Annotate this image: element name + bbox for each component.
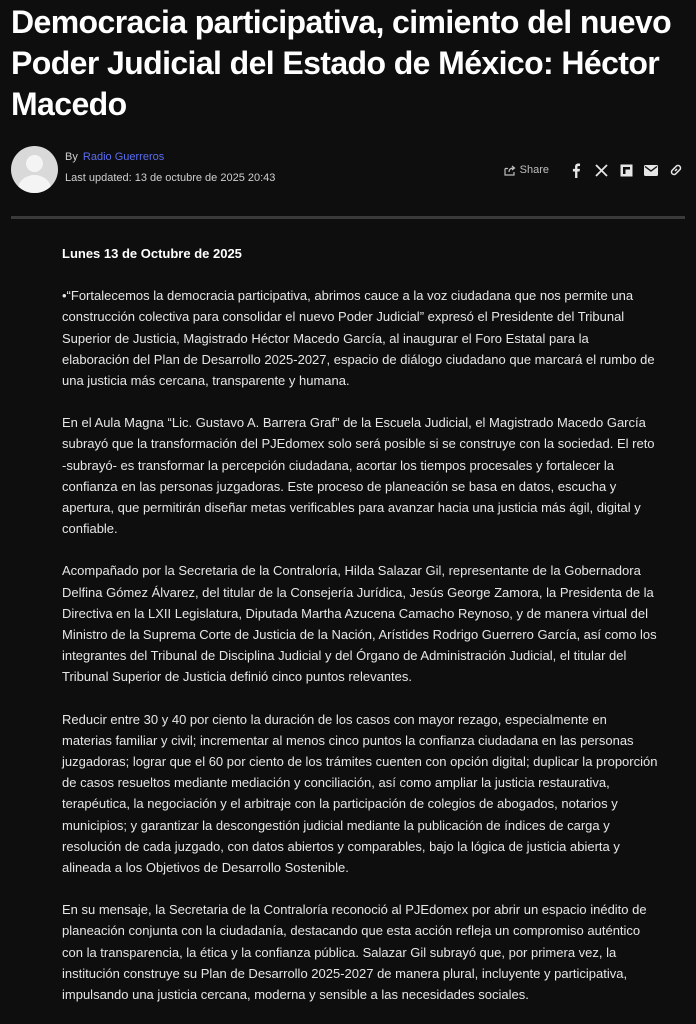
email-icon[interactable] bbox=[643, 162, 659, 178]
date-line: Lunes 13 de Octubre de 2025 bbox=[62, 246, 242, 261]
share-icon bbox=[504, 165, 516, 176]
share-button[interactable] bbox=[504, 164, 549, 176]
paragraph: En el Aula Magna “Lic. Gustavo A. Barrera Graf” de la Escuela Judicial, el Magistrado Macedo García subrayó que la transformación del PJEdomex solo será posible si se construye con la sociedad. El reto -subrayó- es transformar la percepción ciudadana, acortar los tiempos procesales y fortalecer la confianza en las personas juzgadoras. Este proceso de planeación se basa en datos, escucha y apertura, que permitirán diseñar metas verificables para avanzar hacia una justicia más ágil, digital y confiable. bbox=[62, 415, 655, 537]
share-bar bbox=[504, 161, 684, 179]
paragraph: Reducir entre 30 y 40 por ciento la duración de los casos con mayor rezago, especialmente en materias familiar y civil; incrementar al menos cinco puntos la confianza ciudadana en las personas juzgadoras; lograr que el 60 por ciento de los trámites cuenten con opción digital; duplicar la proporción de casos resueltos mediante mediación y conciliación, así como ampliar la justicia restaurativa, terapéutica, la negociación y el arbitraje con la participación de colegios de abogados, notarios y municipios; y garantizar la descongestión judicial mediante la publicación de índices de carga y resolución de cada juzgado, con datos abiertos y comparables, bajo la lógica de justicia abierta y alineada a los Objetivos de Desarrollo Sostenible. bbox=[62, 711, 658, 876]
article-title: Democracia participativa, cimiento del nuevo Poder Judicial del Estado de México: Héctor Macedo bbox=[11, 4, 672, 122]
x-icon[interactable] bbox=[593, 162, 609, 178]
share-label: Share bbox=[519, 164, 549, 176]
byline-prefix: By bbox=[65, 151, 78, 163]
byline bbox=[65, 151, 164, 163]
link-icon[interactable] bbox=[668, 162, 684, 178]
author-link[interactable]: Radio Guerreros bbox=[82, 151, 165, 163]
facebook-icon[interactable] bbox=[568, 162, 584, 178]
paragraph: •“Fortalecemos la democracia participativa, abrimos cauce a la voz ciudadana que nos permite una construcción colectiva para consolidar el nuevo Poder Judicial” expresó el Presidente del Tribunal Superior de Justicia, Magistrado Héctor Macedo García, al inaugurar el Foro Estatal para la elaboración del Plan de Desarrollo 2025-2027, espacio de diálogo ciudadano que marcará el rumbo de una justicia más cercana, transparente y humana. bbox=[62, 288, 655, 389]
paragraph: En su mensaje, la Secretaria de la Contraloría reconoció al PJEdomex por abrir un espacio inédito de planeación conjunta con la ciudadanía, destacando que esta acción refleja un compromiso auténtico con la transparencia, la ética y la confianza pública. Salazar Gil subrayó que, por primera vez, la institución construye su Plan de Desarrollo 2025-2027 de manera plural, incluyente y participativa, impulsando una justicia cercana, moderna y sensible a las necesidades sociales. bbox=[62, 902, 647, 1003]
article-body bbox=[0, 219, 696, 1005]
last-updated: Last updated: 13 de octubre de 2025 20:43 bbox=[65, 172, 276, 184]
flipboard-icon[interactable] bbox=[618, 162, 634, 178]
author-avatar[interactable] bbox=[11, 146, 58, 193]
article-meta bbox=[0, 144, 696, 216]
paragraph: Acompañado por la Secretaria de la Contraloría, Hilda Salazar Gil, representante de la Gobernadora Delfina Gómez Álvarez, del titular de la Consejería Jurídica, Jesús George Zamora, la Presidenta de la Directiva en la LXII Legislatura, Diputada Martha Azucena Camacho Reynoso, y de manera virtual del Ministro de la Suprema Corte de Justicia de la Nación, Arístides Rodrigo Guerrero García, así como los integrantes del Tribunal de Disciplina Judicial y del Órgano de Administración Judicial, el titular del Tribunal Superior de Justicia definió cinco puntos relevantes. bbox=[62, 563, 657, 685]
